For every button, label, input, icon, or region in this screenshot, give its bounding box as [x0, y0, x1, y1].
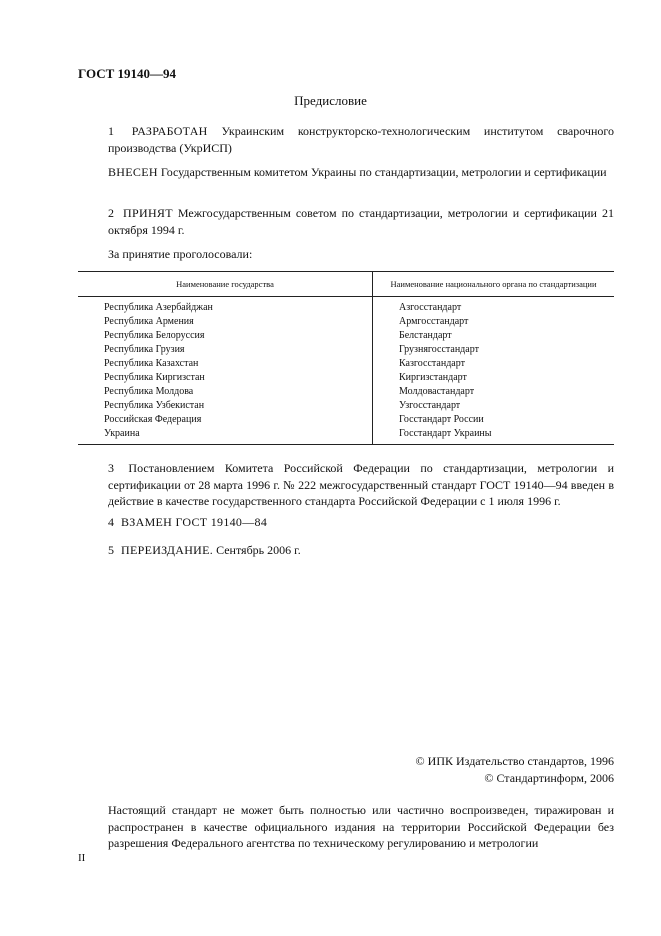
column-header-body: Наименование национального органа по стандартизации	[373, 272, 615, 297]
item-text: Межгосударственным советом по стандартизации, метрологии и сертификации 21 октября 1994 г.	[108, 206, 615, 237]
body-cell: Госстандарт России	[399, 414, 484, 425]
table-row	[78, 297, 614, 316]
body-cell: Казгосстандарт	[399, 358, 465, 369]
table-row	[78, 399, 614, 413]
table-row	[78, 357, 614, 371]
table-row	[78, 427, 614, 445]
item-text: ВЗАМЕН ГОСТ 19140—84	[121, 515, 268, 529]
state-cell: Украина	[78, 427, 373, 445]
state-cell: Республика Киргизстан	[78, 371, 373, 385]
item-number: 2	[108, 206, 114, 220]
item-label: ВНЕСЕН	[108, 165, 158, 179]
item-text: Украинским конструкторско-технологическим институтом сварочного производства (УкрИСП)	[108, 124, 615, 155]
item-developed	[78, 123, 614, 156]
item-text: Постановлением Комитета Российской Федерации по стандартизации, метрологии и сертификации от 28 марта 1996 г. № 222 межгосударственный стандарт ГОСТ 19140—94 введен в действие в качестве государственного стандарта Российской Федерации с 1 июля 1996 г.	[108, 461, 615, 508]
table-row	[78, 413, 614, 427]
voting-table	[78, 271, 614, 445]
item-text: Сентябрь 2006 г.	[216, 543, 301, 557]
item-text: Государственным комитетом Украины по стандартизации, метрологии и сертификации	[160, 165, 607, 179]
copyright-publisher: © ИПК Издательство стандартов, 1996	[415, 754, 614, 768]
item-submitted	[78, 164, 614, 181]
column-header-state: Наименование государства	[78, 272, 373, 297]
state-cell: Республика Белоруссия	[78, 329, 373, 343]
item-number: 1	[108, 124, 114, 138]
state-cell: Республика Армения	[78, 315, 373, 329]
body-cell: Госстандарт Украины	[399, 428, 492, 439]
state-cell: Республика Грузия	[78, 343, 373, 357]
table-header-row	[78, 272, 614, 297]
document-code: ГОСТ 19140—94	[78, 66, 177, 81]
item-label: РАЗРАБОТАН	[131, 124, 208, 138]
voted-intro: За принятие проголосовали:	[108, 247, 253, 261]
item-label: ПРИНЯТ	[123, 206, 173, 220]
table-row	[78, 385, 614, 399]
body-cell: Белстандарт	[399, 330, 452, 341]
reproduction-notice	[78, 802, 614, 852]
item-replaces	[78, 514, 614, 531]
body-cell: Азгосстандарт	[399, 302, 462, 313]
item-label: ПЕРЕИЗДАНИЕ.	[121, 543, 214, 557]
preface-title: Предисловие	[294, 93, 367, 108]
copyright-standartinform: © Стандартинформ, 2006	[484, 771, 614, 785]
page-number: II	[78, 852, 86, 864]
table-row	[78, 315, 614, 329]
notice-text: Настоящий стандарт не может быть полностью или частично воспроизведен, тиражирован и распространен в качестве официального издания на территории Российской Федерации без разрешения Федерального агентства по техническому регулированию и метрологии	[108, 803, 614, 850]
state-cell: Российская Федерация	[78, 413, 373, 427]
item-decree	[78, 460, 614, 510]
state-cell: Республика Узбекистан	[78, 399, 373, 413]
item-number: 5	[108, 543, 114, 557]
body-cell: Молдовастандарт	[399, 386, 475, 397]
state-cell: Республика Казахстан	[78, 357, 373, 371]
table-row	[78, 329, 614, 343]
body-cell: Киргизстандарт	[399, 372, 467, 383]
item-adopted	[78, 205, 614, 238]
body-cell: Армгосстандарт	[399, 316, 469, 327]
body-cell: Узгосстандарт	[399, 400, 461, 411]
state-cell: Республика Молдова	[78, 385, 373, 399]
table-row	[78, 371, 614, 385]
item-reissue	[78, 542, 614, 559]
body-cell: Грузнягосстандарт	[399, 344, 479, 355]
item-number: 3	[108, 461, 114, 475]
state-cell: Республика Азербайджан	[78, 297, 373, 316]
item-number: 4	[108, 515, 114, 529]
table-row	[78, 343, 614, 357]
